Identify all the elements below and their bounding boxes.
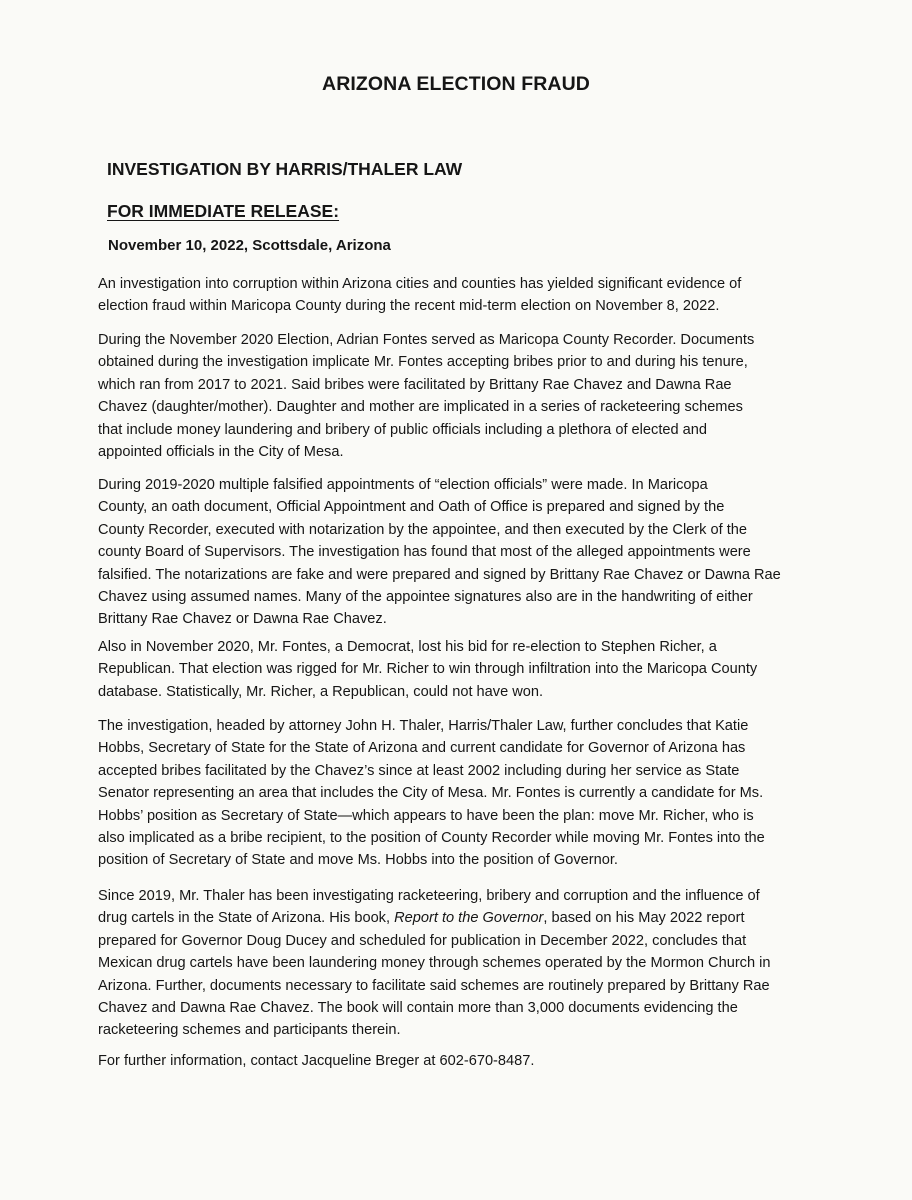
contact-text: For further information, contact Jacqueline Breger at 602-670-8487. xyxy=(98,1053,535,1069)
release-heading: FOR IMMEDIATE RELEASE: xyxy=(107,201,340,221)
paragraph-line: county Board of Supervisors. The investigation has found that most of the alleged appointments were xyxy=(98,544,751,561)
paragraph-line-segment: drug cartels in the State of Arizona. His book, xyxy=(98,910,395,927)
paragraph-line: racketeering schemes and participants therein. xyxy=(98,1022,401,1039)
paragraph-line: An investigation into corruption within Arizona cities and counties has yielded significant evidence of xyxy=(98,276,742,292)
contact-line xyxy=(98,1050,828,1072)
paragraph-richer-election xyxy=(98,636,828,703)
paragraph-investigation-summary xyxy=(98,273,828,318)
paragraph-line: that include money laundering and bribery of public officials including a plethora of elected and xyxy=(98,421,708,438)
paragraph-line-segment: , based on his May 2022 report xyxy=(543,910,745,927)
paragraph-line: appointed officials in the City of Mesa. xyxy=(98,444,344,461)
paragraph-line: During the November 2020 Election, Adrian Fontes served as Maricopa County Recorder. Documents xyxy=(98,332,755,348)
paragraph-line: County, an oath document, Official Appointment and Oath of Office is prepared and signed by the xyxy=(98,499,725,516)
paragraph-line: During 2019-2020 multiple falsified appointments of “election officials” were made. In Maricopa xyxy=(98,477,708,493)
paragraph-line-with-book-title xyxy=(98,907,828,929)
paragraph-line: falsified. The notarizations are fake and were prepared and signed by Brittany Rae Chavez or Dawna Rae xyxy=(98,566,781,583)
paragraph-hobbs-bribes xyxy=(98,715,828,872)
paragraph-line: database. Statistically, Mr. Richer, a Republican, could not have won. xyxy=(98,683,544,700)
paragraph-line: Mexican drug cartels have been laundering money through schemes operated by the Mormon Church in xyxy=(98,955,771,972)
paragraph-line: Hobbs’ position as Secretary of State—which appears to have been the plan: move Mr. Richer, who is xyxy=(98,807,754,824)
paragraph-line: Senator representing an area that includes the City of Mesa. Mr. Fontes is currently a candidate for Ms. xyxy=(98,785,764,802)
paragraph-line: Chavez using assumed names. Many of the appointee signatures also are in the handwriting of either xyxy=(98,589,753,606)
paragraph-line: position of Secretary of State and move Ms. Hobbs into the position of Governor. xyxy=(98,852,618,869)
paragraph-line: also implicated as a bribe recipient, to the position of County Recorder while moving Mr. Fontes into the xyxy=(98,830,765,847)
paragraph-fontes-bribes xyxy=(98,329,828,463)
paragraph-line: Brittany Rae Chavez or Dawna Rae Chavez. xyxy=(98,611,387,628)
paragraph-line: Hobbs, Secretary of State for the State of Arizona and current candidate for Governor of Arizona has xyxy=(98,740,746,757)
paragraph-line: Since 2019, Mr. Thaler has been investigating racketeering, bribery and corruption and the influence of xyxy=(98,888,760,904)
paragraph-line: Republican. That election was rigged for Mr. Richer to win through infiltration into the Maricopa County xyxy=(98,661,758,678)
paragraph-line: which ran from 2017 to 2021. Said bribes were facilitated by Brittany Rae Chavez and Dawna Rae xyxy=(98,376,732,393)
paragraph-line: The investigation, headed by attorney John H. Thaler, Harris/Thaler Law, further concludes that Katie xyxy=(98,718,749,734)
paragraph-line: County Recorder, executed with notarization by the appointee, and then executed by the Clerk of the xyxy=(98,521,748,538)
paragraph-line: prepared for Governor Doug Ducey and scheduled for publication in December 2022, concludes that xyxy=(98,932,747,949)
paragraph-line: obtained during the investigation implicate Mr. Fontes accepting bribes prior to and during his tenure, xyxy=(98,354,748,371)
document-title: ARIZONA ELECTION FRAUD xyxy=(322,73,590,95)
paragraph-line: Arizona. Further, documents necessary to facilitate said schemes are routinely prepared by Brittany Rae xyxy=(98,977,770,994)
paragraph-falsified-appointments xyxy=(98,474,828,631)
dateline: November 10, 2022, Scottsdale, Arizona xyxy=(108,237,391,254)
paragraph-thaler-book xyxy=(98,885,828,1042)
paragraph-line: accepted bribes facilitated by the Chavez’s since at least 2002 including during her service as State xyxy=(98,762,740,779)
paragraph-line: Chavez (daughter/mother). Daughter and mother are implicated in a series of racketeering schemes xyxy=(98,399,743,416)
paragraph-line: election fraud within Maricopa County during the recent mid-term election on November 8, 2022. xyxy=(98,298,720,315)
book-title: Report to the Governor xyxy=(394,910,544,927)
investigation-heading: INVESTIGATION BY HARRIS/THALER LAW xyxy=(107,159,463,179)
paragraph-line: Chavez and Dawna Rae Chavez. The book will contain more than 3,000 documents evidencing the xyxy=(98,1000,738,1017)
paragraph-line: Also in November 2020, Mr. Fontes, a Democrat, lost his bid for re-election to Stephen Richer, a xyxy=(98,639,717,655)
